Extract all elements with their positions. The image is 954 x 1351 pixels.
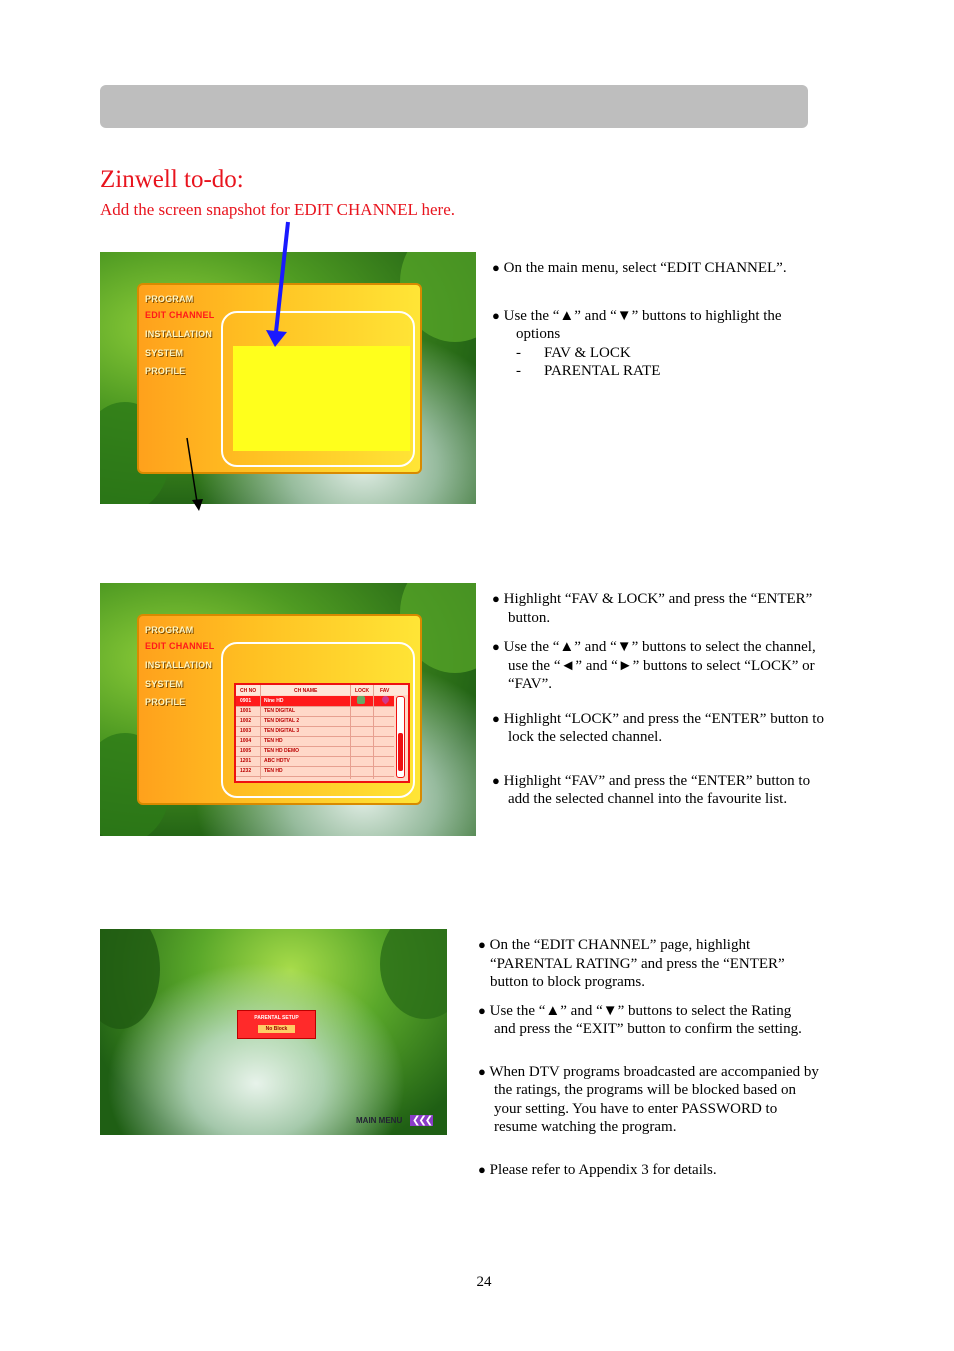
page-number: 24 <box>476 1274 492 1290</box>
table-row[interactable]: 1201 ABC HDTV <box>236 756 394 767</box>
menu-item-program[interactable]: PROGRAM <box>145 294 194 304</box>
menu-item-installation[interactable]: INSTALLATION <box>145 329 213 339</box>
section2-bullets: ● Highlight “FAV & LOCK” and press the “ENTER” button. ● Use the “▲” and “▼” buttons to select the channel, use the “◄” and “►” buttons to select “LOCK” or “FAV”. ● Highlight “LOCK” and press the “ENTER” button to lock the selected channel. ● Highlight “FAV” and press the “ENTER” button to add the selected channel into the favourite list. <box>492 591 824 807</box>
menu-item-program[interactable]: PROGRAM <box>145 625 194 635</box>
col-header-ch-no: CH NO <box>240 688 257 694</box>
table-row[interactable]: 1002 TEN DIGITAL 2 <box>236 716 394 727</box>
todo-subtitle: Add the screen snapshot for EDIT CHANNEL here. <box>100 200 456 219</box>
col-header-fav: FAV <box>380 688 390 694</box>
menu-item-edit-channel[interactable]: EDIT CHANNEL <box>145 641 215 651</box>
table-row[interactable]: 1004 TEN HD <box>236 736 394 747</box>
screenshot-parental-setup <box>100 929 447 1135</box>
table-row[interactable]: 1232 TEN HD <box>236 766 394 777</box>
menu-item-profile[interactable]: PROFILE <box>145 366 186 376</box>
parental-rating-value[interactable]: No Block <box>258 1025 295 1033</box>
parental-setup-dialog <box>237 1010 316 1039</box>
lock-icon[interactable] <box>357 696 365 704</box>
section1-bullets: ● On the main menu, select “EDIT CHANNEL”. ● Use the “▲” and “▼” buttons to highlight the options - FAV & LOCK - PARENTAL RATE <box>492 260 787 379</box>
menu-item-system[interactable]: SYSTEM <box>145 348 184 358</box>
table-scrollbar[interactable] <box>396 696 405 778</box>
table-row[interactable]: 0901 Nine HD <box>236 696 394 707</box>
table-row[interactable]: 1001 TEN DIGITAL <box>236 706 394 717</box>
back-chevrons-icon[interactable]: ❮❮❮ <box>412 1115 432 1126</box>
heart-icon[interactable] <box>381 695 391 705</box>
col-header-ch-name: CH NAME <box>294 688 318 694</box>
table-row[interactable]: 1003 TEN DIGITAL 3 <box>236 726 394 737</box>
main-menu-label: MAIN MENU <box>356 1116 403 1125</box>
channel-table <box>234 683 410 783</box>
menu-item-edit-channel[interactable]: EDIT CHANNEL <box>145 310 215 320</box>
menu-item-system[interactable]: SYSTEM <box>145 679 184 689</box>
parental-setup-title: PARENTAL SETUP <box>254 1015 299 1021</box>
col-header-lock: LOCK <box>355 688 370 694</box>
todo-title: Zinwell to-do: <box>100 166 244 193</box>
menu-item-installation[interactable]: INSTALLATION <box>145 660 213 670</box>
section3-bullets: ● On the “EDIT CHANNEL” page, highlight “PARENTAL RATING” and press the “ENTER” button to block programs. ● Use the “▲” and “▼” buttons to select the Rating and press the “EXIT” button to confirm the setting. ● When DTV programs broadcasted are accompanied by the ratings, the programs will be blocked based on your setting. You have to enter PASSWORD to resume watching the program. ● Please refer to Appendix 3 for details. <box>478 937 819 1178</box>
menu-item-profile[interactable]: PROFILE <box>145 697 186 707</box>
screenshot-fav-lock <box>100 583 476 836</box>
table-row[interactable]: 1005 TEN HD DEMO <box>236 746 394 757</box>
